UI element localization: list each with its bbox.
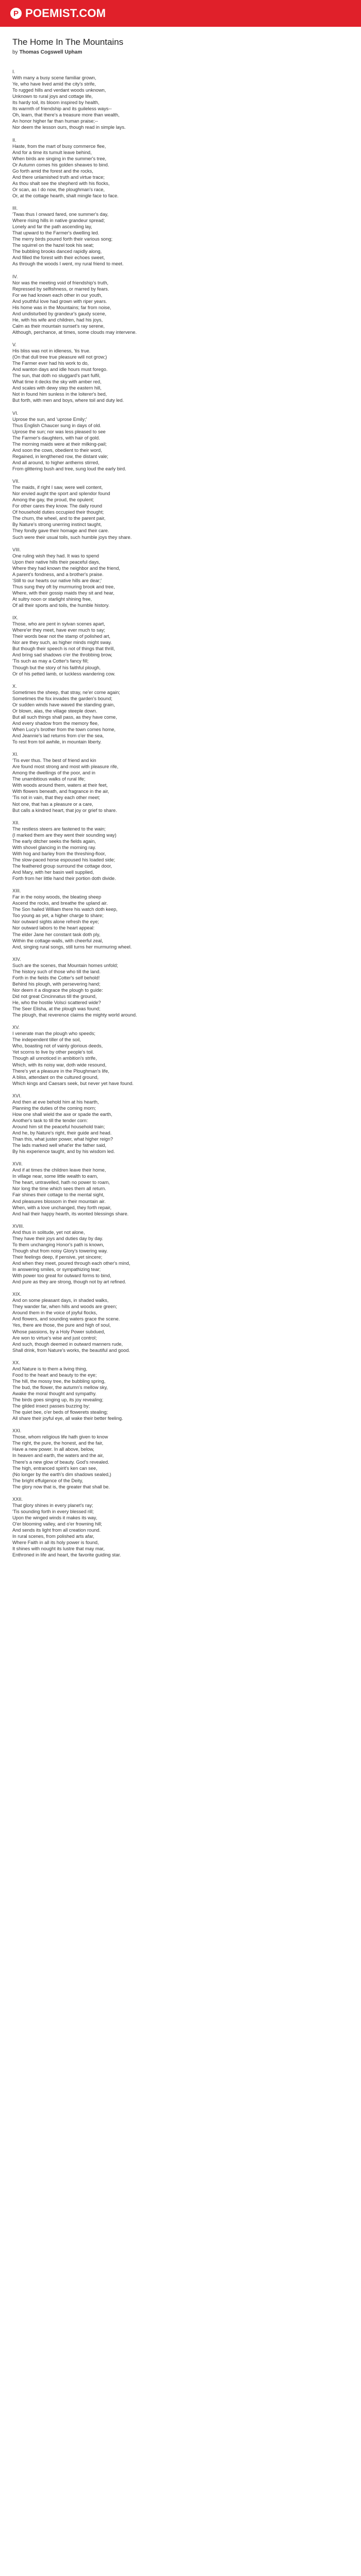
stanza-number: XIV. — [12, 956, 21, 962]
poem-line: Not one, that has a pleasure or a care, — [12, 801, 93, 807]
poem-line: Forth in the fields the Cotter's self behold! — [12, 975, 100, 980]
poem-line: The high, entranced spirit's ken can see, — [12, 1465, 97, 1471]
stanza — [12, 1161, 349, 1216]
poem-line: And when they meet, poured through each other's mind, — [12, 1261, 130, 1266]
poem-line: Are found most strong and most with pleasure rife, — [12, 764, 119, 770]
poem-line: They wander far, when hills and woods are green; — [12, 1304, 117, 1310]
poem-line: The Son hailed William there his watch doth keep, — [12, 907, 118, 912]
poem-line: Nor deem the lesson ours, though read in simple lays. — [12, 125, 126, 130]
poem-line: That upward to the Farmer's dwelling led. — [12, 230, 100, 236]
poem-body — [12, 69, 349, 1558]
poem-line: Nor was the meeting void of friendship's truth, — [12, 280, 109, 285]
poem-line: And youthful love had grown with riper years. — [12, 298, 107, 304]
poem-line: As thou shalt see the shepherd with his flocks, — [12, 180, 110, 186]
poem-line: And flowers, and sounding waters grace the scene. — [12, 1316, 120, 1322]
poem-line: And pure as they are strong, though not by art refined. — [12, 1279, 126, 1285]
stanza — [12, 751, 349, 813]
site-logo[interactable] — [10, 7, 106, 20]
poem-line: The bud, the flower, the autumn's mellow sky, — [12, 1384, 108, 1390]
poem-line: How one shall wield the axe or spade the earth, — [12, 1111, 112, 1117]
stanza — [12, 888, 349, 950]
poem-line: The birds goes singing up, its joy revealing; — [12, 1397, 104, 1403]
poem-line: To rest from toil awhile, in mountain liberty. — [12, 739, 102, 745]
poem-line: And he, by Nature's right, their guide and head. — [12, 1130, 112, 1136]
stanza-number: XVII. — [12, 1161, 23, 1167]
poem-line: And soon the cows, obedient to their word, — [12, 447, 102, 453]
poem-line: And if at times the children leave their home, — [12, 1167, 106, 1173]
poem-line: As through the woods I went, my rural friend to meet. — [12, 261, 124, 267]
poem-line: Go forth amid the forest and the rocks, — [12, 168, 93, 174]
poem-line: Regained, in lengthened row, the distant vale; — [12, 453, 108, 459]
poem-line: There's yet a pleasure in the Ploughman's life, — [12, 1068, 109, 1074]
stanza-number: XVI. — [12, 1093, 22, 1098]
poem-line: The glory now that is, the greater that shall be. — [12, 1484, 110, 1489]
poem-line: What time it decks the sky with amber red, — [12, 379, 102, 385]
stanza — [12, 956, 349, 1018]
poem-line: His bliss was not in idleness, 'tis true. — [12, 348, 91, 354]
poem-line: The heart, untravelled, hath no power to roam, — [12, 1180, 110, 1185]
poem-line: Where, with their gossip maids they sit and hear, — [12, 590, 114, 596]
stanza — [12, 1291, 349, 1353]
poem-line: Such were their usual toils, such humble joys they share. — [12, 534, 132, 540]
poem-line: The right, the pure, the honest, and the fair, — [12, 1440, 104, 1446]
poem-line: In heaven and earth, the waters and the air, — [12, 1453, 104, 1459]
poem-line: 'Tis sounding forth in every blessed rill; — [12, 1509, 94, 1514]
poem-line: (No longer by the earth's dim shadows sealed,) — [12, 1471, 111, 1477]
stanza-number: XIX. — [12, 1292, 22, 1297]
poem-line: With woods around them, waters at their feet, — [12, 783, 108, 788]
poem-line: With hog and barley from the threshing-floor, — [12, 851, 106, 856]
poem-line: Uprose the sun, and 'uprose Emily;' — [12, 416, 87, 422]
stanza-number: VII. — [12, 479, 20, 484]
poem-line: Uprose the sun; nor was less pleased to see — [12, 429, 106, 434]
byline-prefix: by — [12, 49, 18, 55]
poem-line: And, singing rural songs, still turns her murmuring wheel. — [12, 944, 132, 950]
poem-line: To rugged hills and verdant woods unknown, — [12, 88, 106, 93]
poem-line: Have a new power. In all above, below, — [12, 1447, 94, 1452]
poem-line: One ruling wish they had. It was to spend — [12, 553, 100, 558]
poem-line: Among the dwellings of the poor, and in — [12, 770, 95, 776]
poem-line: And undisturbed by grandeur's gaudy scene, — [12, 311, 107, 316]
poem-line: A parent's fondness, and a brother's praise. — [12, 571, 104, 577]
stanza-number: VIII. — [12, 547, 21, 552]
poem-line: Their words bear not the stamp of polished art, — [12, 634, 110, 639]
poem-line: But calls a kindred heart, that joy or grief to share. — [12, 807, 117, 813]
poem-line: Nor outward sights alone refresh the eye; — [12, 919, 100, 925]
author-name[interactable]: Thomas Cogswell Upham — [19, 49, 83, 55]
poem-line: Those, who are pent in sylvan scenes apart, — [12, 621, 105, 627]
poem-line: By his experience taught, and by his wisdom led. — [12, 1149, 115, 1155]
poem-line: They have their joys and duties day by day. — [12, 1235, 104, 1241]
poem-line: Yet scorns to live by other people's toil. — [12, 1049, 94, 1055]
poem-line: Unknown to rural joys and cottage life, — [12, 94, 93, 99]
stanza-number: XVIII. — [12, 1223, 24, 1229]
poem-line: Are won to virtue's wise and just control; — [12, 1335, 97, 1341]
poem-line: Food to the heart and beauty to the eye; — [12, 1372, 97, 1378]
stanza — [12, 547, 349, 608]
poem-line: The Farmer ever had his work to do, — [12, 361, 89, 366]
poem-line: (I marked them are they went their sounding way) — [12, 832, 117, 838]
poem-line: The plough, that reverence claims the mighty world around. — [12, 1012, 137, 1018]
poem-line: Such are the scenes, that Mountain homes unfold; — [12, 962, 118, 968]
poem-line: But forth, with men and boys, where toil and duty led. — [12, 398, 124, 403]
poem-line: And then at eve behold him at his hearth, — [12, 1099, 99, 1105]
poem-line: And Nature is to them a living thing, — [12, 1366, 88, 1371]
poem-line: Planning the duties of the coming morn; — [12, 1105, 96, 1111]
poem-line: Around him sit the peaceful household train; — [12, 1124, 105, 1129]
poem-line: Nor outward labors to the heart appeal: — [12, 925, 95, 931]
poem-line: In rural scenes, from polished arts afar, — [12, 1534, 94, 1539]
stanza — [12, 478, 349, 540]
poem-line: Sometimes the sheep, that stray, ne'er come again; — [12, 689, 120, 695]
poem-line: Who, boasting not of vainly glorious deeds, — [12, 1043, 103, 1049]
poem-line: Where they had known the neighbor and the friend, — [12, 565, 120, 571]
stanza-number: X. — [12, 683, 17, 689]
site-header — [0, 0, 361, 27]
poem-line: And there unlamished truth and virtue trace; — [12, 174, 105, 180]
poem-line: And every shadow from the memory flee, — [12, 720, 99, 726]
stanza-number: II. — [12, 137, 17, 143]
poem-line: The Farmer's daughters, with hair of gold. — [12, 435, 100, 440]
poem-line: Which, with its noisy war, doth wide resound, — [12, 1062, 107, 1067]
stanza — [12, 615, 349, 676]
poem-line: In answering smiles, or sympathizing tear; — [12, 1267, 101, 1273]
poem-line: Awake the moral thought and sympathy. — [12, 1391, 97, 1396]
poem-line: When, with a love unchanged, they forth repair, — [12, 1205, 112, 1210]
poem-line: Where'er they meet, have ever much to say; — [12, 628, 105, 633]
poem-line: Nor deem it a disgrace the plough to guide: — [12, 987, 103, 993]
poem-line: The bright effulgence of the Deity, — [12, 1478, 84, 1483]
poem-line: At sultry noon or starlight shining free, — [12, 596, 92, 602]
poem-line: Of household duties occupied their thought; — [12, 510, 104, 515]
poem-line: And scales with dewy step the eastern hill, — [12, 385, 102, 391]
poem-line: And filled the forest with their echoes sweet, — [12, 255, 105, 261]
poem-line: He, with his wife and children, had his joys, — [12, 317, 103, 323]
poem-line: The slow-paced horse espoused his loaded side; — [12, 857, 116, 862]
poem-line: With many a busy scene familiar grown, — [12, 75, 96, 81]
stanza — [12, 274, 349, 335]
logo-mark-icon: P — [10, 8, 22, 19]
poem-line: Or Autumn comes his golden sheaves to bind. — [12, 162, 109, 167]
poem-line: Its hardy toil, its bloom inspired by health, — [12, 100, 100, 106]
stanza-number: XIII. — [12, 888, 21, 894]
poem-line: The early ditcher seeks the fields again, — [12, 838, 96, 844]
poem-line: Of all their sports and toils, the humble history. — [12, 603, 110, 608]
poem-line: Though shut from noisy Glory's towering way. — [12, 1248, 108, 1253]
logo-text: POEMIST.COM — [25, 7, 106, 20]
poem-line: By Nature's strong unerring instinct taught, — [12, 522, 102, 528]
poem-line: Haste, from the mart of busy commerce flee, — [12, 143, 106, 149]
poem-line: (On that dull tree true pleasure will not grow;) — [12, 354, 107, 360]
stanza — [12, 1093, 349, 1155]
poem-line: Fair shines their cottage to the mental sight, — [12, 1192, 105, 1198]
poem-line: Another's task to till the tender corn: — [12, 1117, 88, 1123]
poem-line: Although, perchance, at times, some clouds may intervene. — [12, 329, 137, 335]
poem-line: Forth from her little hand their portion doth divide. — [12, 876, 116, 882]
poem-line: And pleasures blossom in their mountain air. — [12, 1198, 106, 1204]
poem-line: Where rising hills in native grandeur spread; — [12, 218, 105, 224]
stanza — [12, 137, 349, 199]
poem-container — [0, 27, 361, 1558]
poem-line: The restless steers are fastened to the wain; — [12, 826, 106, 832]
poem-line: The feathered group surround the cottage door, — [12, 863, 112, 869]
poem-line: And sends its light from all creation round. — [12, 1528, 101, 1533]
poem-line: But though their speech is not of things that thrill, — [12, 646, 115, 652]
stanza — [12, 69, 349, 130]
poem-line: The merry birds poured forth their various song; — [12, 236, 113, 242]
poem-line: Within the cottage-walls, with cheerful zeal, — [12, 938, 103, 943]
poem-line: Around them in the voice of joyful flocks, — [12, 1310, 97, 1316]
stanza-number: VI. — [12, 410, 19, 416]
stanza-number: XI. — [12, 752, 19, 757]
poem-line: Though but the story of his faithful plough, — [12, 665, 101, 670]
poem-line: Than this, what juster power, what higher reign? — [12, 1137, 113, 1142]
poem-line: Nor long the time which sees them all return. — [12, 1186, 106, 1192]
poem-line: Behind his plough, with persevering hand; — [12, 981, 101, 987]
poem-line: Did not great Cincinnatus till the ground, — [12, 993, 97, 999]
poem-line: Or blown, alas, the village steeple down. — [12, 708, 97, 714]
poem-line: The gilded insect passes buzzing by; — [12, 1403, 90, 1409]
poem-line: Lonely and far the path ascending lay, — [12, 224, 92, 230]
stanza — [12, 1024, 349, 1086]
stanza — [12, 1223, 349, 1285]
poem-line: That glory shines in every planet's ray; — [12, 1502, 93, 1508]
poem-line: 'Tis not in vain, that they each other meet; — [12, 795, 100, 801]
poem-line: In village near, some little wealth to earn, — [12, 1174, 98, 1179]
poem-line: All share their joyful eye, all wake their better feeling. — [12, 1416, 123, 1421]
poem-line: And Mary, with her basin well supplied, — [12, 870, 94, 875]
poem-line: Whose passions, by a Holy Power subdued, — [12, 1329, 105, 1334]
poem-line: Nor envied aught the sport and splendor found — [12, 491, 110, 497]
poem-line: Upon the winged winds it makes its way, — [12, 1515, 97, 1520]
poem-line: The lads marked well what'er the father said, — [12, 1143, 107, 1148]
poem-line: For other cares they know. The daily round — [12, 503, 102, 509]
poem-line: There's a new glow of beauty. God's revealed. — [12, 1459, 109, 1465]
poem-line: The quiet bee, o'er beds of flowerets stealing; — [12, 1410, 108, 1415]
poem-line: The squirrel on the hazel took his seat; — [12, 243, 94, 248]
poem-line: The hill, the mossy tree, the bubbling spring, — [12, 1378, 106, 1384]
stanza-number: XXII. — [12, 1496, 23, 1502]
poem-line: And Jeannie's lad returns from o'er the sea, — [12, 733, 104, 739]
poem-line: Or sudden winds have waved the standing grain, — [12, 702, 115, 707]
poem-line: They fondly gave their homage and their care. — [12, 528, 109, 534]
stanza-number: XX. — [12, 1360, 20, 1365]
poem-line: And hail their happy hearth, its wonted blessings share. — [12, 1211, 129, 1216]
poem-line: Enthroned in life and heart, the favorite guiding star. — [12, 1552, 121, 1558]
stanza-number: III. — [12, 206, 18, 211]
poem-line: Or scan, as I do now, the ploughman's race, — [12, 187, 105, 192]
poem-line: A bliss, attendant on the cultured ground, — [12, 1074, 99, 1080]
poem-line: I venerate man the plough who speeds; — [12, 1031, 95, 1037]
poem-line: Which kings and Caesars seek, but never yet have found. — [12, 1080, 134, 1086]
poem-line: Sometimes the fox invades the garden's bound; — [12, 696, 112, 701]
poem-line: 'Tis such as may a Cotter's fancy fill; — [12, 658, 89, 664]
poem-line: Where Faith in all its holy power is found, — [12, 1540, 99, 1546]
stanza — [12, 410, 349, 472]
poem-line: Shall drink, from Nature's works, the beautiful and good. — [12, 1347, 130, 1353]
stanza — [12, 1496, 349, 1558]
poem-line: His home was in the Mountains; far from noise, — [12, 304, 111, 310]
poem-line: And wanton days and idle hours must forego. — [12, 367, 108, 372]
poem-line: The elder Jane her constant task doth ply, — [12, 931, 101, 937]
poem-line: Its warmth of friendship and its guileless ways-- — [12, 106, 112, 112]
poem-line: Among the gay, the proud, the opulent; — [12, 497, 94, 503]
poem-line: Too young as yet, a higher charge to share; — [12, 913, 104, 919]
poem-line: The maids, if right I saw, were well content, — [12, 485, 103, 490]
stanza — [12, 1360, 349, 1421]
poem-line: And all around, to higher anthems stirred, — [12, 460, 100, 465]
stanza-number: XV. — [12, 1025, 20, 1030]
poem-line: From glittering bush and tree, sung loud the early bird. — [12, 466, 126, 471]
stanza-number: IV. — [12, 274, 18, 279]
poem-line: Oh, learn, that there's a treasure more than wealth, — [12, 112, 120, 118]
poem-line: Or, at the cottage hearth, shalt mingle face to face. — [12, 193, 119, 198]
poem-line: And bring sad shadows o'er the throbbing brow, — [12, 652, 112, 658]
poem-line: Nor are they such, as higher minds might sway. — [12, 640, 112, 646]
poem-line: The sun, that doth no sluggard's part fulfil, — [12, 373, 101, 379]
poem-line: Though all unnoticed in ambition's strife, — [12, 1056, 97, 1061]
poem-line: 'Tis ever thus. The best of friend and kin — [12, 758, 96, 764]
stanza-number: V. — [12, 342, 17, 348]
stanza — [12, 683, 349, 745]
poem-line: With shovel glancing in the morning ray. — [12, 844, 96, 850]
poem-line: Repressed by selfishness, or marred by fears. — [12, 286, 109, 292]
poem-line: It shines with nought its lustre that may mar, — [12, 1546, 105, 1552]
poem-title: The Home In The Mountains — [12, 37, 124, 47]
poem-line: 'Twas thus I onward fared, one summer's day, — [12, 212, 109, 217]
poem-line: The history such of those who till the land. — [12, 969, 101, 974]
stanza — [12, 820, 349, 882]
poem-line: Thus sung they oft by murmuring brook and tree, — [12, 584, 115, 589]
poem-line: He, who the hostile Volsci scattered wide? — [12, 1000, 101, 1006]
poem-line: And on some pleasant days, in shaded walks, — [12, 1298, 109, 1303]
poem-line: The independent tiller of the soil, — [12, 1037, 81, 1043]
stanza — [12, 1428, 349, 1489]
poem-line: Upon their native hills their peaceful days, — [12, 559, 101, 565]
poem-line: Far in the noisy woods, the bleating sheep — [12, 894, 102, 900]
stanza — [12, 342, 349, 403]
poem-line: But all such things shall pass, as they have come, — [12, 714, 117, 720]
stanza-number: XII. — [12, 820, 20, 825]
stanza — [12, 205, 349, 267]
stanza-number: XXI. — [12, 1428, 22, 1434]
poem-line: An honor higher far than human praise;-- — [12, 118, 98, 124]
poem-line: Thus English Chaucer sung in days of old. — [12, 422, 102, 428]
poem-line: Or of his petted lamb, or luckless wandering cow. — [12, 671, 116, 676]
poem-line: The bubbling brooks danced rapidly along, — [12, 249, 102, 255]
poem-line: And for a time its tumult leave behind, — [12, 149, 92, 155]
poem-line: Not in found him sunless in the loiterer's bed, — [12, 392, 107, 397]
stanza-number: IX. — [12, 615, 19, 621]
poem-line: And thus in solitude, yet not alone, — [12, 1229, 85, 1235]
poem-line: The churn, the wheel, and to the parent pair, — [12, 516, 106, 521]
poem-line: When birds are singing in the summer's tree, — [12, 156, 107, 161]
poem-line: With flowers beneath, and fragrance in the air, — [12, 789, 109, 794]
poem-byline — [12, 49, 349, 55]
poem-line: Ascend the rocks, and breathe the upland air. — [12, 901, 108, 906]
poem-line: Calm as their mountain sunset's ray serene, — [12, 323, 105, 329]
poem-line: The morning maids were at their milking-pail; — [12, 441, 107, 447]
poem-line: For we had known each other in our youth, — [12, 292, 103, 298]
poem-line: The unambitious walks of rural life; — [12, 776, 86, 782]
poem-line: Ye, who have lived amid the city's strife, — [12, 81, 96, 87]
poem-line: O'er blooming valley, and o'er frowning hill; — [12, 1521, 102, 1527]
poem-line: When Lucy's brother from the town comes home, — [12, 726, 116, 732]
poem-line: With power too great for outward forms to bind, — [12, 1273, 111, 1279]
poem-line: The Seer Elisha, at the plough was found; — [12, 1006, 101, 1012]
poem-line: 'Still to our hearts our native hills are dear;' — [12, 578, 102, 583]
poem-line: Their feelings deep, if pensive, yet sincere; — [12, 1254, 103, 1260]
poem-line: And such, though deemed in outward manners rude, — [12, 1341, 123, 1347]
poem-line: Yes, there are those, the pure and high of soul, — [12, 1323, 111, 1328]
poem-line: To them unchanging Honor's path is known, — [12, 1242, 104, 1247]
poem-line: Those, whom religious life hath given to know — [12, 1434, 108, 1440]
stanza-number: I. — [12, 69, 15, 74]
